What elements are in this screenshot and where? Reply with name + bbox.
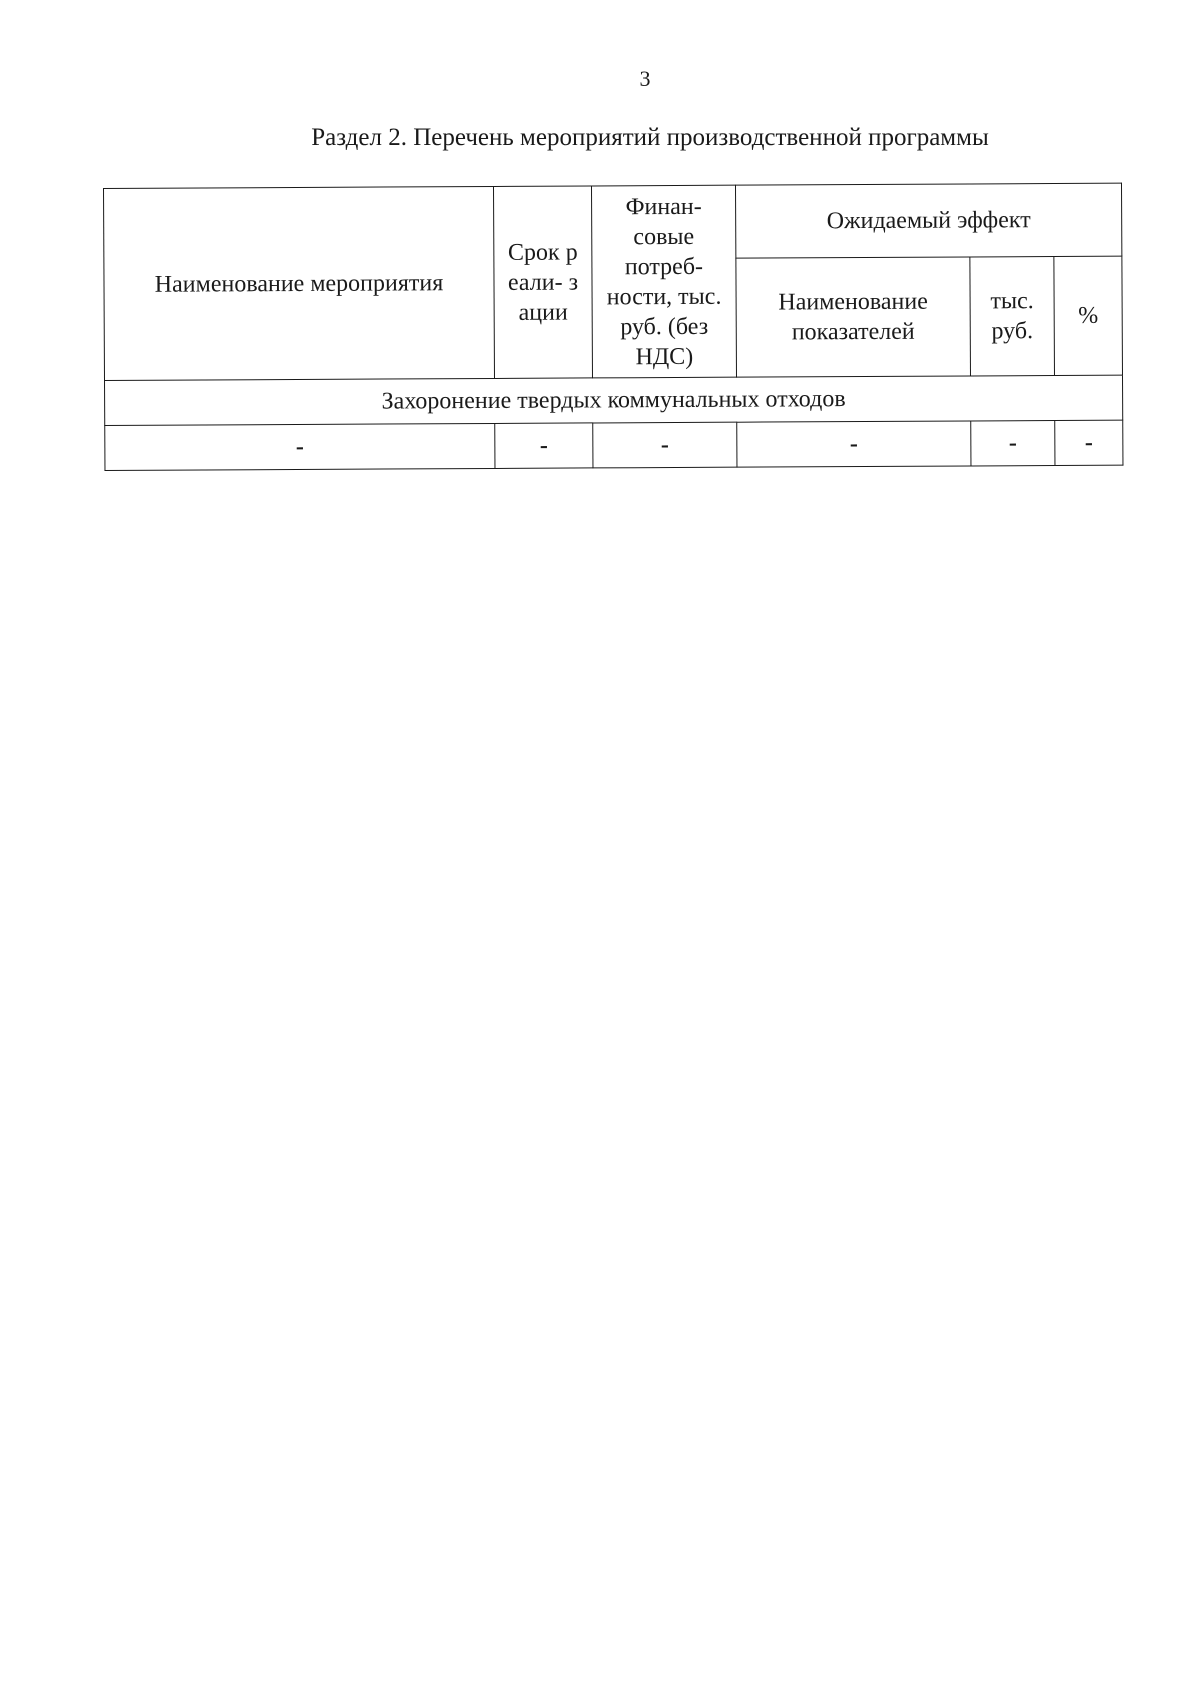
header-term: Срок реали- зации <box>493 186 592 379</box>
group-title: Захоронение твердых коммунальных отходов <box>105 375 1123 425</box>
page-number: 3 <box>639 66 651 91</box>
header-percent: % <box>1054 256 1123 375</box>
header-indicators: Наименование показателей <box>736 257 971 377</box>
cell-indicators: - <box>737 421 971 467</box>
program-table <box>103 183 1123 471</box>
table-group-row <box>105 375 1123 425</box>
header-thousand-rub: тыс. руб. <box>970 257 1055 376</box>
table-row <box>105 420 1123 470</box>
cell-percent: - <box>1055 420 1123 465</box>
header-expected-effect: Ожидаемый эффект <box>735 183 1121 258</box>
header-name: Наименование мероприятия <box>104 186 495 380</box>
header-finance: Финан- совые потреб- ности, тыс. руб. (без НДС) <box>591 185 736 378</box>
section-title: Раздел 2. Перечень мероприятий производственной программы <box>311 124 989 151</box>
cell-name: - <box>105 423 495 470</box>
cell-finance: - <box>593 422 737 468</box>
cell-term: - <box>495 423 593 469</box>
table-header-row <box>104 183 1122 261</box>
cell-thousand-rub: - <box>971 421 1055 466</box>
